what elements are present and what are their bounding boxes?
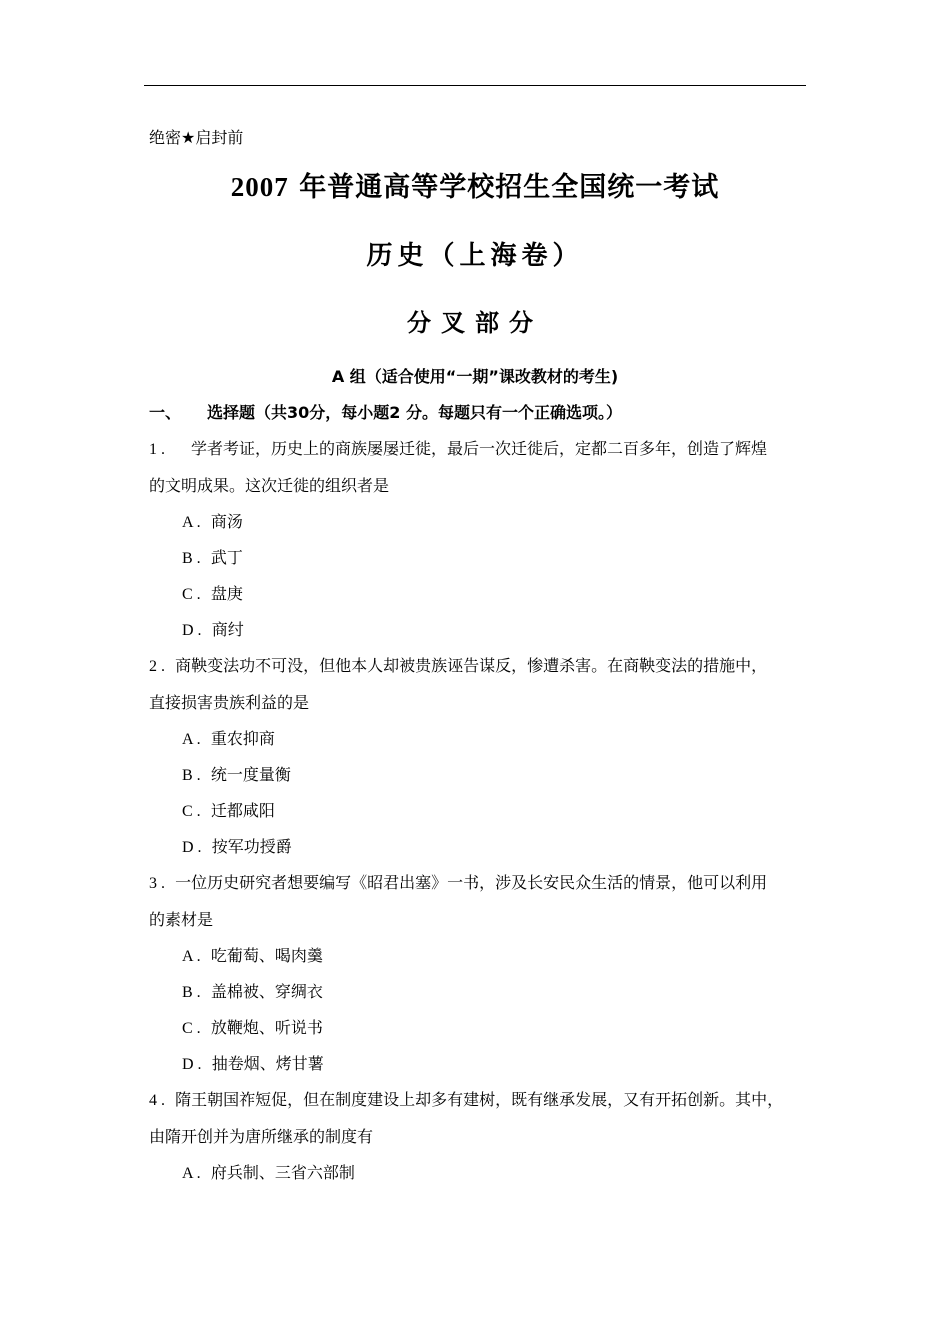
option-b — [182, 982, 323, 1003]
section-heading-text: 选择题（共30分，每小题2 分。每题只有一个正确选项。） — [207, 403, 622, 422]
option-d — [182, 837, 292, 858]
option-b — [182, 765, 291, 786]
option-text: 统一度量衡 — [210, 765, 291, 784]
option-d — [182, 1054, 324, 1075]
question-number: 3 . — [149, 875, 165, 892]
title-text: 年普通高等学校招生全国统一考试 — [299, 172, 720, 203]
option-b — [182, 548, 243, 569]
option-text: 放鞭炮、听说书 — [210, 1018, 323, 1037]
question-2 — [149, 656, 767, 677]
option-letter: C . — [182, 1020, 201, 1037]
option-c — [182, 584, 243, 605]
option-text: 府兵制、三省六部制 — [210, 1163, 355, 1182]
option-letter: B . — [182, 984, 201, 1001]
question-4-continued: 由隋开创并为唐所继承的制度有 — [149, 1127, 374, 1146]
option-d — [182, 620, 244, 641]
option-text: 重农抑商 — [210, 729, 275, 748]
option-a — [182, 946, 323, 967]
option-text: 商汤 — [210, 512, 243, 531]
option-text: 迁都咸阳 — [210, 801, 275, 820]
option-letter: A . — [182, 731, 201, 748]
question-text: 学者考证，历史上的商族屡屡迁徙，最后一次迁徙后，定都二百多年，创造了辉煌 — [191, 439, 768, 458]
question-text: 隋王朝国祚短促，但在制度建设上却多有建树，既有继承发展，又有开拓创新。其中， — [175, 1090, 784, 1109]
question-1-continued: 的文明成果。这次迁徙的组织者是 — [149, 476, 390, 495]
option-a — [182, 1163, 355, 1184]
group-label: A 组（适合使用“一期”课改教材的考生) — [331, 367, 619, 386]
part-title: 分叉部分 — [407, 309, 543, 337]
question-number: 1 . — [149, 441, 165, 458]
question-4 — [149, 1090, 783, 1111]
option-text: 商纣 — [211, 620, 244, 639]
section-heading — [149, 403, 622, 423]
question-text: 一位历史研究者想要编写《昭君出塞》一书，涉及长安民众生活的情景，他可以利用 — [175, 873, 768, 892]
option-a — [182, 512, 243, 533]
page-title — [0, 170, 950, 205]
option-c — [182, 1018, 323, 1039]
option-letter: D . — [182, 622, 202, 639]
option-text: 按军功授爵 — [211, 837, 292, 856]
question-3-continued: 的素材是 — [149, 910, 214, 929]
option-text: 盖棉被、穿绸衣 — [210, 982, 323, 1001]
option-letter: C . — [182, 803, 201, 820]
page-subtitle: 历史（上海卷） — [366, 241, 584, 271]
question-number: 4 . — [149, 1092, 165, 1109]
option-text: 抽卷烟、烤甘薯 — [211, 1054, 324, 1073]
option-letter: B . — [182, 767, 201, 784]
option-c — [182, 801, 275, 822]
option-text: 武丁 — [210, 548, 243, 567]
question-3 — [149, 873, 767, 894]
option-letter: D . — [182, 1056, 202, 1073]
top-rule — [144, 85, 806, 86]
option-text: 吃葡萄、喝肉羹 — [210, 946, 323, 965]
option-letter: D . — [182, 839, 202, 856]
secret-label: 绝密★启封前 — [149, 128, 244, 147]
section-heading-number: 一、 — [149, 403, 182, 422]
title-year: 2007 — [230, 172, 289, 202]
option-a — [182, 729, 275, 750]
option-letter: A . — [182, 514, 201, 531]
option-letter: A . — [182, 948, 201, 965]
question-number: 2 . — [149, 658, 165, 675]
option-letter: A . — [182, 1165, 201, 1182]
option-text: 盘庚 — [210, 584, 243, 603]
option-letter: C . — [182, 586, 201, 603]
question-2-continued: 直接损害贵族利益的是 — [149, 693, 310, 712]
question-1 — [149, 439, 767, 460]
option-letter: B . — [182, 550, 201, 567]
question-text: 商鞅变法功不可没，但他本人却被贵族诬告谋反，惨遭杀害。在商鞅变法的措施中， — [175, 656, 768, 675]
